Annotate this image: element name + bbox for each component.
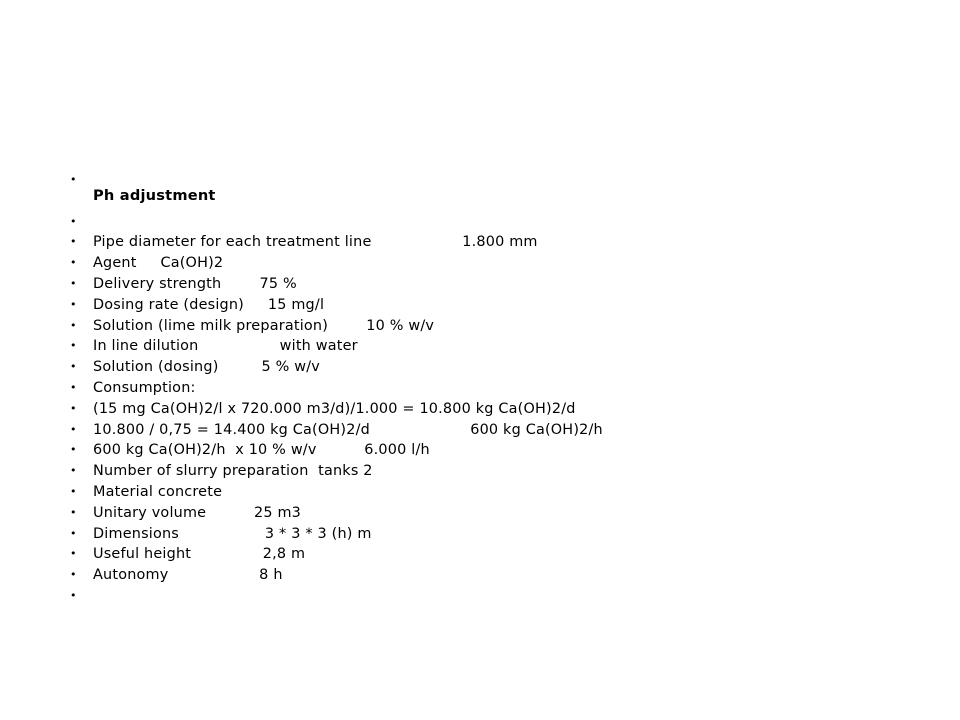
list-item-text: Autonomy 8 h <box>93 567 283 584</box>
bullet-icon: • <box>70 256 77 270</box>
list-item-text: Useful height 2,8 m <box>93 546 306 563</box>
bullet-list <box>70 170 930 607</box>
bullet-icon: • <box>70 235 77 249</box>
list-item <box>70 274 930 295</box>
list-item-text: Solution (lime milk preparation) 10 % w/v <box>93 317 435 334</box>
bullet-icon: • <box>70 339 77 353</box>
list-item <box>70 482 930 503</box>
list-item <box>70 503 930 524</box>
bullet-icon: • <box>70 484 77 498</box>
list-item-text: Unitary volume 25 m3 <box>93 504 302 521</box>
list-item-text: (15 mg Ca(OH)2/l x 720.000 m3/d)/1.000 = 10.800 kg Ca(OH)2/d <box>93 400 576 417</box>
list-item-text: In line dilution with water <box>93 338 358 355</box>
list-item <box>70 378 930 399</box>
bullet-icon: • <box>70 588 77 602</box>
list-item-text: Number of slurry preparation tanks 2 <box>93 463 373 480</box>
list-item <box>70 544 930 565</box>
bullet-icon: • <box>70 360 77 374</box>
list-item <box>70 524 930 545</box>
list-item-text: Material concrete <box>93 483 223 500</box>
list-item-text: Solution (dosing) 5 % w/v <box>93 359 320 376</box>
bullet-icon: • <box>70 568 77 582</box>
bullet-icon: • <box>70 443 77 457</box>
bullet-icon: • <box>70 173 77 186</box>
list-item-text: Dosing rate (design) 15 mg/l <box>93 296 325 313</box>
list-item <box>70 316 930 337</box>
list-item-text: Delivery strength 75 % <box>93 275 297 292</box>
slide-title: Ph adjustment <box>93 187 216 204</box>
list-item <box>70 565 930 586</box>
bullet-icon: • <box>70 214 77 228</box>
bullet-icon: • <box>70 380 77 394</box>
list-item <box>70 357 930 378</box>
bullet-icon: • <box>70 526 77 540</box>
list-item <box>70 295 930 316</box>
list-item-text: 10.800 / 0,75 = 14.400 kg Ca(OH)2/d 600 kg Ca(OH)2/h <box>93 421 603 438</box>
bullet-icon: • <box>70 297 77 311</box>
list-item-text: Consumption: <box>93 379 196 396</box>
list-item <box>70 461 930 482</box>
list-item-text: Agent Ca(OH)2 <box>93 255 224 272</box>
list-item <box>70 253 930 274</box>
bullet-icon: • <box>70 464 77 478</box>
list-item-title <box>70 170 930 212</box>
bullet-icon: • <box>70 276 77 290</box>
bullet-icon: • <box>70 547 77 561</box>
bullet-icon: • <box>70 505 77 519</box>
list-item-text: Dimensions 3 * 3 * 3 (h) m <box>93 525 372 542</box>
list-item <box>70 232 930 253</box>
bullet-icon: • <box>70 422 77 436</box>
list-item <box>70 586 930 607</box>
list-item <box>70 212 930 233</box>
list-item <box>70 440 930 461</box>
list-item <box>70 420 930 441</box>
list-item <box>70 336 930 357</box>
bullet-icon: • <box>70 401 77 415</box>
list-item-text: Pipe diameter for each treatment line 1.800 mm <box>93 234 538 251</box>
list-item-text: 600 kg Ca(OH)2/h x 10 % w/v 6.000 l/h <box>93 442 430 459</box>
list-item <box>70 399 930 420</box>
bullet-icon: • <box>70 318 77 332</box>
